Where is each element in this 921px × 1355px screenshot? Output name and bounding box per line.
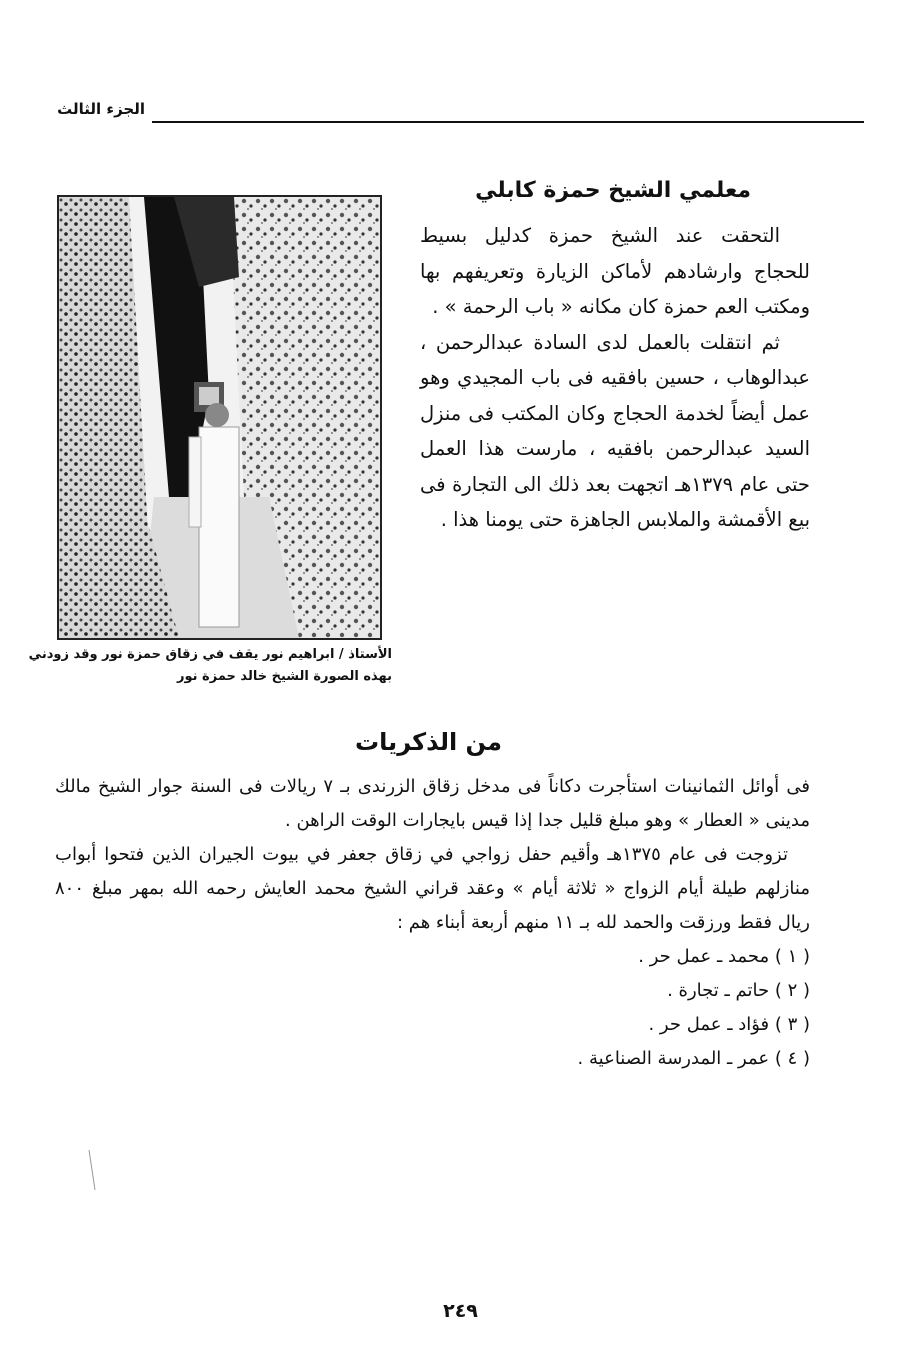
part-label: الجزء الثالث <box>57 100 145 118</box>
list-item: ( ٤ ) عمر ـ المدرسة الصناعية . <box>577 1048 810 1069</box>
alley-photo-image <box>59 197 380 638</box>
section1-title: معلمي الشيخ حمزة كابلي <box>475 178 751 203</box>
children-list <box>55 940 810 1076</box>
section2-paragraph-2: تزوجت فى عام ١٣٧٥هـ وأقيم حفل زواجي في زقاق جعفر في بيوت الجيران الذين فتحوا أبواب منازلهم طيلة أيام الزواج « ثلاثة أيام » وعقد قراني الشيخ محمد العايش رحمه الله بمهر مبلغ ٨٠٠ ريال فقط ورزقت والحمد لله بـ ١١ منهم أربعة أبناء هم : <box>55 844 810 933</box>
header-rule <box>152 121 864 123</box>
list-item: ( ١ ) محمد ـ عمل حر . <box>638 946 810 967</box>
section2-title: من الذكريات <box>355 728 502 756</box>
section2-body <box>55 770 810 1076</box>
alley-photo <box>57 195 382 640</box>
page-number: ٢٤٩ <box>443 1300 478 1322</box>
margin-mark <box>88 1150 96 1190</box>
list-item: ( ٢ ) حاتم ـ تجارة . <box>667 980 810 1001</box>
section1-paragraph-1: التحقت عند الشيخ حمزة كدليل بسيط للحجاج وارشادهم لأماكن الزيارة وتعريفهم بها ومكتب العم حمزة كان مكانه « باب الرحمة » . <box>420 224 810 318</box>
photo-caption-line-1: الأستاذ / ابراهيم نور يقف في زقاق حمزة نور وقد زودني <box>28 647 392 662</box>
list-item: ( ٣ ) فؤاد ـ عمل حر . <box>648 1014 810 1035</box>
section1-paragraph-2: ثم انتقلت بالعمل لدى السادة عبدالرحمن ، عبدالوهاب ، حسين بافقيه فى باب المجيدي وهو عمل أيضاً لخدمة الحجاج وكان المكتب فى منزل السيد عبدالرحمن بافقيه ، مارست هذا العمل حتى عام ١٣٧٩هـ اتجهت بعد ذلك الى التجارة فى بيع الأقمشة والملابس الجاهزة حتى يومنا هذا . <box>420 330 810 531</box>
section2-paragraph-1: فى أوائل الثمانينات استأجرت دكاناً فى مدخل زقاق الزرندى بـ ٧ ريالات فى السنة جوار الشيخ مالك مدينى « العطار » وهو مبلغ قليل جدا إذا قيس بايجارات الوقت الراهن . <box>55 776 811 831</box>
section1-body <box>420 218 810 538</box>
photo-caption <box>28 644 392 688</box>
photo-caption-line-2: بهذه الصورة الشيخ خالد حمزة نور <box>177 669 392 684</box>
